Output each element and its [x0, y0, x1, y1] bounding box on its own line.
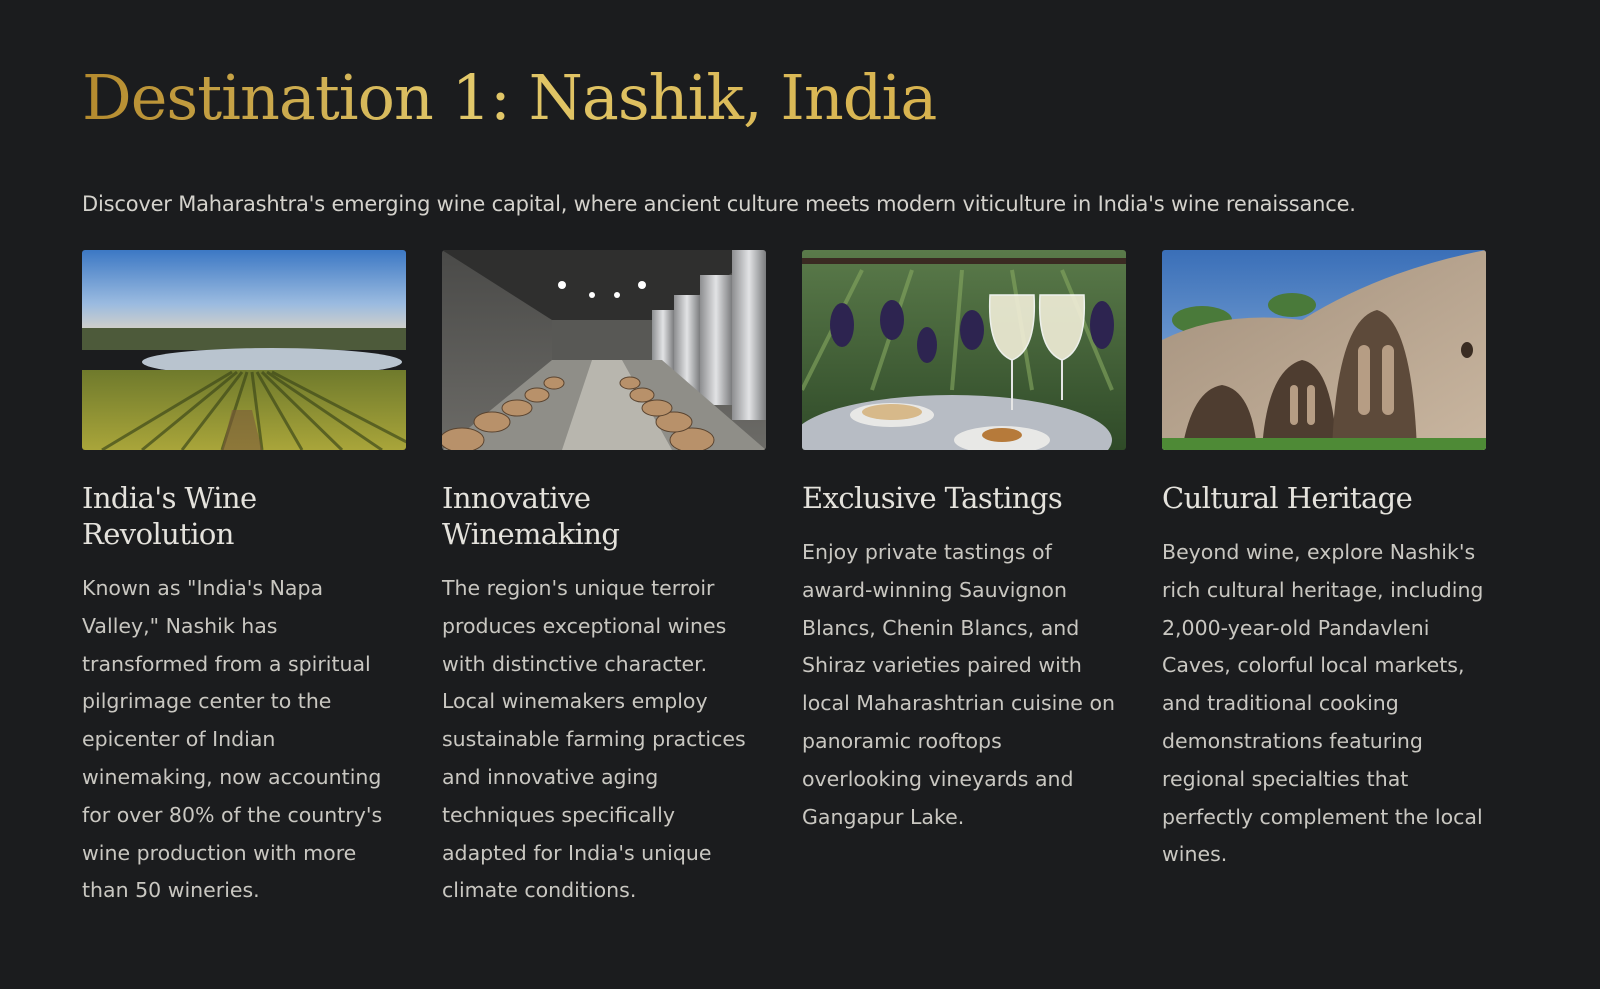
card-title: Innovative Winemaking: [442, 481, 620, 551]
card-description: Known as "India's Napa Valley," Nashik has transformed from a spiritual pilgrimage center to the epicenter of Indian winemaking, now accounting for over 80% of the country's wine production with more than 50 wineries.: [82, 576, 383, 903]
vineyard-lake-image: [82, 250, 406, 450]
card-innovative-winemaking: [442, 250, 766, 910]
card-title: Exclusive Tastings: [802, 481, 1063, 515]
card-title: Cultural Heritage: [1162, 481, 1413, 515]
page-title: Destination 1: Nashik, India: [82, 58, 936, 138]
card-exclusive-tastings: [802, 250, 1126, 910]
card-wine-revolution: [82, 250, 406, 910]
pandavleni-caves-image: [1162, 250, 1486, 450]
wine-tasting-image: [802, 250, 1126, 450]
page-subtitle: Discover Maharashtra's emerging wine capital, where ancient culture meets modern viticulture in India's wine renaissance.: [82, 192, 1356, 216]
destination-cards: [82, 250, 1486, 910]
card-description: Beyond wine, explore Nashik's rich cultural heritage, including 2,000-year-old Pandavleni Caves, colorful local markets, and traditional cooking demonstrations featuring regional specialties that perfectly complement the local wines.: [1162, 540, 1484, 867]
card-cultural-heritage: [1162, 250, 1486, 910]
card-title: India's Wine Revolution: [82, 481, 257, 551]
barrel-cellar-image: [442, 250, 766, 450]
card-description: The region's unique terroir produces exceptional wines with distinctive character. Local winemakers employ sustainable farming practices and innovative aging techniques specifically adapted for India's unique climate conditions.: [442, 576, 746, 903]
card-description: Enjoy private tastings of award-winning Sauvignon Blancs, Chenin Blancs, and Shiraz varieties paired with local Maharashtrian cuisine on panoramic rooftops overlooking vineyards and Gangapur Lake.: [802, 540, 1115, 829]
